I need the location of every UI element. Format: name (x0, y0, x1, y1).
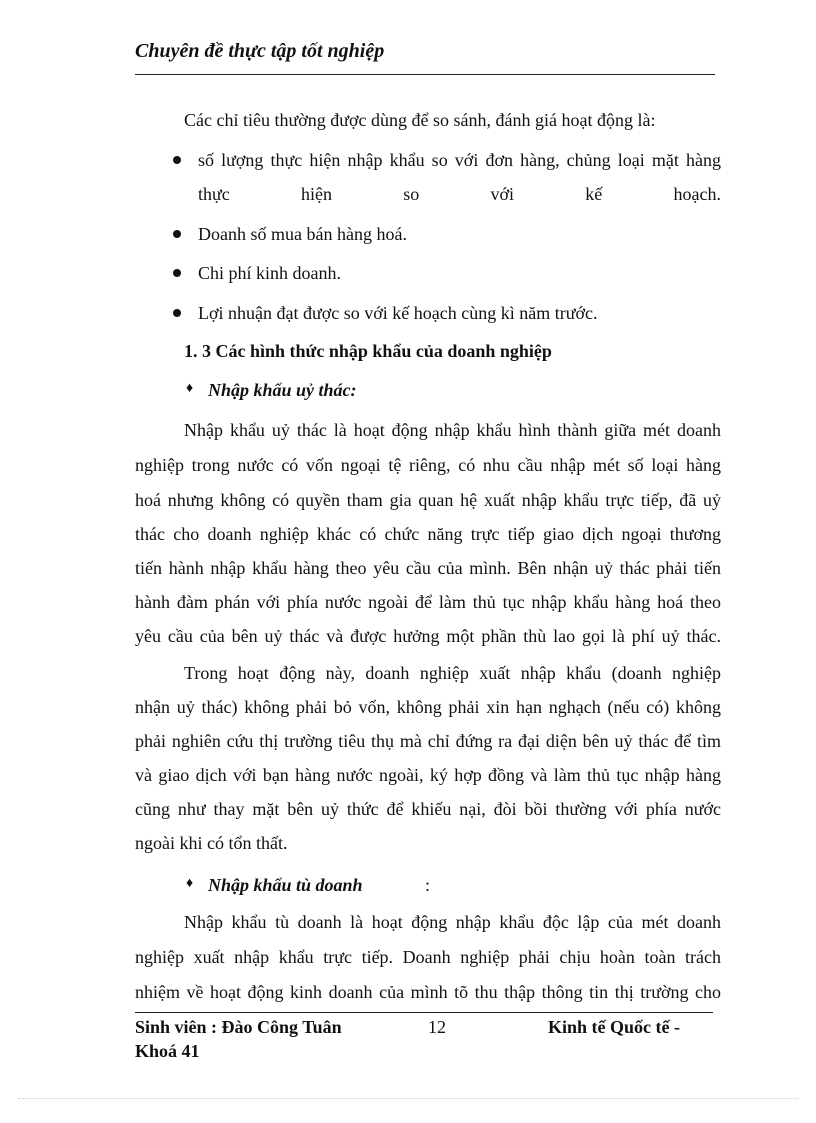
bullet-dot (173, 269, 181, 277)
paragraph-line: nhiệm về hoạt động kinh doanh của mình tõ thu thập thông tin thị trường cho (135, 982, 721, 1002)
word: với (490, 184, 514, 204)
paragraph-line: nghiệp trong nước có vốn ngoại tệ riêng, có nhu cầu nhập mét số loại hàng (135, 455, 721, 475)
paragraph-line: cũng như thay mặt bên uỷ thức để khiếu nại, đòi bồi thường với phía nước (135, 799, 721, 819)
paragraph-line: tiến hành nhập khẩu hàng theo yêu cầu của mình. Bên nhận uỷ thác phải tiến (135, 558, 721, 578)
bullet-1-line-1: số lượng thực hiện nhập khẩu so với đơn hàng, chủng loại mặt hàng (198, 150, 721, 170)
paragraph-line: hành đàm phán với phía nước ngoài để làm thủ tục nhập khẩu hàng hoá theo (135, 592, 721, 612)
header-title: Chuyên đề thực tập tốt nghiệp (135, 40, 385, 62)
subsection-2-heading: Nhập khẩu tù doanh (208, 875, 363, 895)
word: hiện (300, 184, 332, 204)
word: hoạch. (673, 184, 721, 204)
paragraph-line: Nhập khẩu uỷ thác là hoạt động nhập khẩu hình thành giữa mét doanh (184, 420, 721, 440)
footer-divider (135, 1012, 713, 1013)
bullet-dot (173, 309, 181, 317)
footer-cohort: Khoá 41 (135, 1041, 200, 1061)
bullet-dot (173, 230, 181, 238)
section-heading: 1. 3 Các hình thức nhập khẩu của doanh nghiệp (184, 341, 552, 361)
diamond-bullet-icon: ♦ (186, 381, 194, 396)
intro-text: Các chỉ tiêu thường được dùng để so sánh, đánh giá hoạt động là: (184, 110, 656, 130)
bullet-4: Lợi nhuận đạt được so với kế hoạch cùng kì năm trước. (198, 303, 598, 323)
bullet-3: Chi phí kinh doanh. (198, 263, 341, 283)
word: thực (198, 184, 230, 204)
paragraph-line: nghiệp xuất nhập khẩu trực tiếp. Doanh nghiệp phải chịu hoàn toàn trách (135, 947, 721, 967)
word: kế (585, 184, 603, 204)
subsection-2-colon: : (425, 875, 431, 895)
bullet-dot (173, 156, 181, 164)
diamond-bullet-icon: ♦ (186, 876, 194, 891)
paragraph-line: Trong hoạt động này, doanh nghiệp xuất nhập khẩu (doanh nghiệp (184, 663, 721, 683)
paragraph-line: phải nghiên cứu thị trường tiêu thụ mà chỉ đứng ra đại diện bên uỷ thác để tìm (135, 731, 721, 751)
paragraph-line: thác cho doanh nghiệp khác có chức năng trực tiếp giao dịch ngoại thương (135, 524, 721, 544)
bullet-2: Doanh số mua bán hàng hoá. (198, 224, 407, 244)
paragraph-line: Nhập khẩu tù doanh là hoạt động nhập khẩu độc lập của mét doanh (184, 912, 721, 932)
paragraph-line: nhận uỷ thác) không phải bỏ vốn, không phải xin hạn nghạch (nếu có) không (135, 697, 721, 717)
page-number: 12 (428, 1017, 446, 1037)
bullet-1-line-2 (198, 177, 721, 211)
paragraph-line: yêu cầu của bên uỷ thác và được hưởng một phần thù lao gọi là phí uỷ thác. (135, 626, 721, 646)
page-edge (18, 1098, 798, 1099)
footer-student: Sinh viên : Đào Công Tuân (135, 1017, 342, 1037)
paragraph-line: hoá nhưng không có quyền tham gia quan hệ xuất nhập khẩu trực tiếp, đã uỷ (135, 490, 721, 510)
header-divider (135, 74, 715, 75)
paragraph-line: ngoài khi có tổn thất. (135, 833, 288, 853)
word: so (403, 184, 420, 204)
paragraph-line: và giao dịch với bạn hàng nước ngoài, ký hợp đồng và làm thủ tục nhập hàng (135, 765, 721, 785)
subsection-1-heading: Nhập khẩu uỷ thác: (208, 380, 357, 400)
footer-major: Kinh tế Quốc tế - (548, 1017, 680, 1037)
